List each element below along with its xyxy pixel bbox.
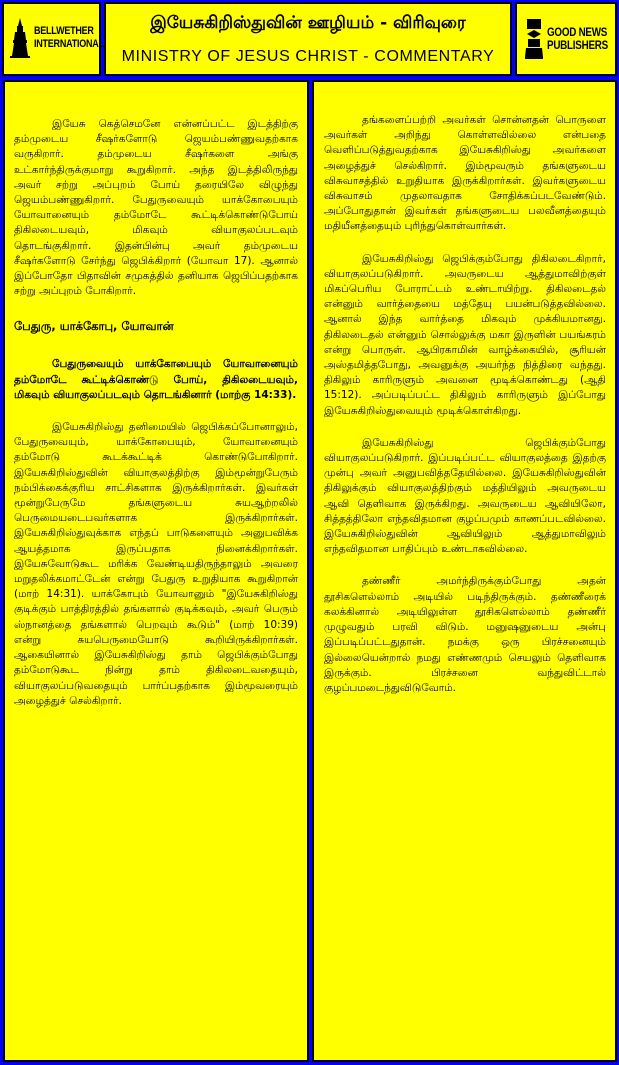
bellwether-logo (2, 2, 104, 76)
left-paragraph-1: இயேசு கெத்செமனே என்னப்பட்ட இடத்திற்கு தம்முடைய சீஷர்களோடு ஜெயம்பண்ணுவதற்காக வருகிறார். தம்முடைய சீஷர்களை அங்கு உட்கார்ந்திருக்குமாறு கூறுகிறார். அந்த இடத்திலிருந்து அவர் சற்று அப்புறம் போய் தரையிலே விழுந்து ஜெயம்பண்ணுகிறார். பேதுருவையும் யாக்கோபையும் யோவானையும் தம்மோடே கூட்டிக்கொண்டுபோய் திகிலடையவும், மிகவும் வியாகுலப்படவும் தொடங்குகிறார். இதன்பின்பு அவர் தம்முடைய சீஷர்களோடு சேர்ந்து ஜெபிக்கிறார் (யோவா 17). ஆனால் இப்போதோ பிதாவின் சமுகத்தில் தனியாக ஜெபிப்பதற்காக சற்று அப்புறம் போகிறார். (14, 118, 298, 298)
right-paragraph-2: இயேசுகிறிஸ்து ஜெபிக்கும்போது திகிலடைகிறார், வியாகுலப்படுகிறார். அவருடைய ஆத்துமாவிற்குள் மிகப்பெரிய போராட்டம் உண்டாயிற்று. திகிலடைதல் என்னும் வார்த்தையை மத்தேயு பயன்படுத்தவில்லை. ஆனால் இந்த வார்த்தை மிகவும் முக்கியமானது. திகிலடைதல் என்னும் சொல்லுக்கு மகா இருளின் பயங்கரம் என்று பொருள். ஆபிரகாமின் வாழ்க்கையில், சூரியன் அஸ்தமித்தபோது, அவனுக்கு அயர்ந்த நித்திரை வந்தது. திகிலும் காரிருளும் அவனை மூடிக்கொண்டது (ஆதி 15:12). அப்படிப்பட்ட திகிலும் காரிருளும் இப்போது இயேசுகிறிஸ்துவையும் மூடிக்கொள்கிறது. (324, 252, 606, 417)
good-news-logo (515, 2, 617, 76)
left-column (3, 80, 309, 1062)
book-icon (525, 19, 543, 59)
right-column (312, 80, 617, 1062)
title-tamil: இயேசுகிறிஸ்துவின் ஊழியம் - விரிவுரை (150, 13, 466, 33)
right-paragraph-4: தண்ணீர் அமர்ந்திருக்கும்போது அதன் தூசிகளெல்லாம் அடியில் படிந்திருக்கும். தண்ணீரைக் கலக்கினால் அடியிலுள்ள தூசிகளெல்லாம் தண்ணீர் முழுவதும் பரவி விடும். மனுஷனுடைய அன்பு இப்படிப்பட்டதுதான். நமக்கு ஒரு பிரச்சனையும் இல்லையென்றால் நமது எண்ணமும் செயலும் தெளிவாக இருக்கும். பிரச்சனை வந்துவிட்டால் குழப்பமடைந்துவிடுவோம். (324, 575, 606, 694)
scripture-quote: பேதுருவையும் யாக்கோபையும் யோவானையும் தம்மோடே கூட்டிக்கொண்டு போய், திகிலடையவும், மிகவும் வியாகுலப்படவும் தொடங்கினார் (மாற்கு 14:33). (14, 358, 298, 401)
section-heading: பேதுரு, யாக்கோபு, யோவான் (14, 319, 174, 334)
page-header (104, 2, 512, 76)
right-paragraph-1: தங்களைப்பற்றி அவர்கள் சொன்னதன் பொருளை அவர்கள் அறிந்து கொள்ளவில்லை என்பதை வெளிப்படுத்துவதற்காக இயேசுகிறிஸ்து அவர்களை அழைத்துச் செல்கிறார். இம்மூவரும் தங்களுடைய விசுவாசத்தில் உறுதியாக இருக்கிறார்கள். இவர்களுடைய விசுவாசம் முதலாவதாக சோதிக்கப்படவேண்டும். அப்போதுதான் இவர்கள் தங்களுடைய பலவீனத்தையும் மதியீனத்தையும் புரிந்துகொள்வார்கள். (324, 114, 606, 233)
left-logo-line2: INTERNATIONAL (34, 38, 104, 50)
right-logo-line2: PUBLISHERS (547, 38, 608, 52)
left-paragraph-3: இயேசுகிறிஸ்து தனிமையில் ஜெபிக்கப்போனாலும், பேதுருவையும், யாக்கோபையும், யோவானையும் தம்மோடு கூடக்கூட்டிக் கொண்டுபோகிறார். இயேசுகிறிஸ்துவின் வியாகுலத்திற்கு இம்மூன்றுபேரும் நம்பிக்கைக்குரிய சாட்சிகளாக இருக்கிறார்கள். இவர்கள் மூன்றுபேருமே தங்களுடைய சுயஆற்றலில் பெருமையடைபவர்களாக இருக்கிறார்கள். இயேசுகிறிஸ்துவுக்காக எந்தப் பாடுகளையும் அனுபவிக்க ஆயத்தமாக இருப்பதாக நினைக்கிறார்கள். இயேசுவோடுகூட மரிக்க வேண்டியதிருந்தாலும் அவரை மறுதலிக்கமாட்டேன் என்று பேதுரு உறுதியாக கூறுகிறான் (மாற் 14:31). யாக்கோபும் யோவானும் "இயேசுகிறிஸ்து குடிக்கும் பாத்திரத்தில் தங்களால் குடிக்கவும், அவர் பெரும் ஸ்நானத்தை தங்களால் பெறவும் கூடும்" (மாற் 10:39) என்று சுயபெருமையோடு கூறியிருக்கிறார்கள். ஆகையினால் இயேசுகிறிஸ்து தாம் ஜெபிக்கும்போது தம்மோடுகூட நின்று தாம் திகிலடைவதையும், வியாகுலப்படுவதையும் பார்ப்பதற்காக இம்மூவரையும் அழைத்துச் செல்கிறார். (14, 421, 298, 707)
title-english: MINISTRY OF JESUS CHRIST - COMMENTARY (121, 48, 495, 65)
right-logo-line1: GOOD NEWS (547, 25, 608, 39)
right-paragraph-3: இயேசுகிறிஸ்து ஜெபிக்கும்போது வியாகுலப்படுகிறார். இப்படிப்பட்ட வியாகுலத்தை இதற்கு முன்பு அவர் அனுபவித்ததேயில்லை. இயேசுகிறிஸ்துவின் திகிலுக்கும் வியாகுலத்திற்கும் மத்தியிலும் அவருடைய ஆவி தெளிவாக இருக்கிறது. அவருடைய ஆவியிலோ, சித்தத்திலோ எந்தவிதமான குழப்பமும் காணப்படவில்லை. இயேசுகிறிஸ்துவின் ஆவியிலும் ஆத்துமாவிலும் எந்தவிதமான பாதிப்பும் உண்டாகவில்லை. (324, 436, 606, 556)
left-logo-line1: BELLWETHER (34, 25, 94, 37)
tower-icon (10, 18, 30, 58)
